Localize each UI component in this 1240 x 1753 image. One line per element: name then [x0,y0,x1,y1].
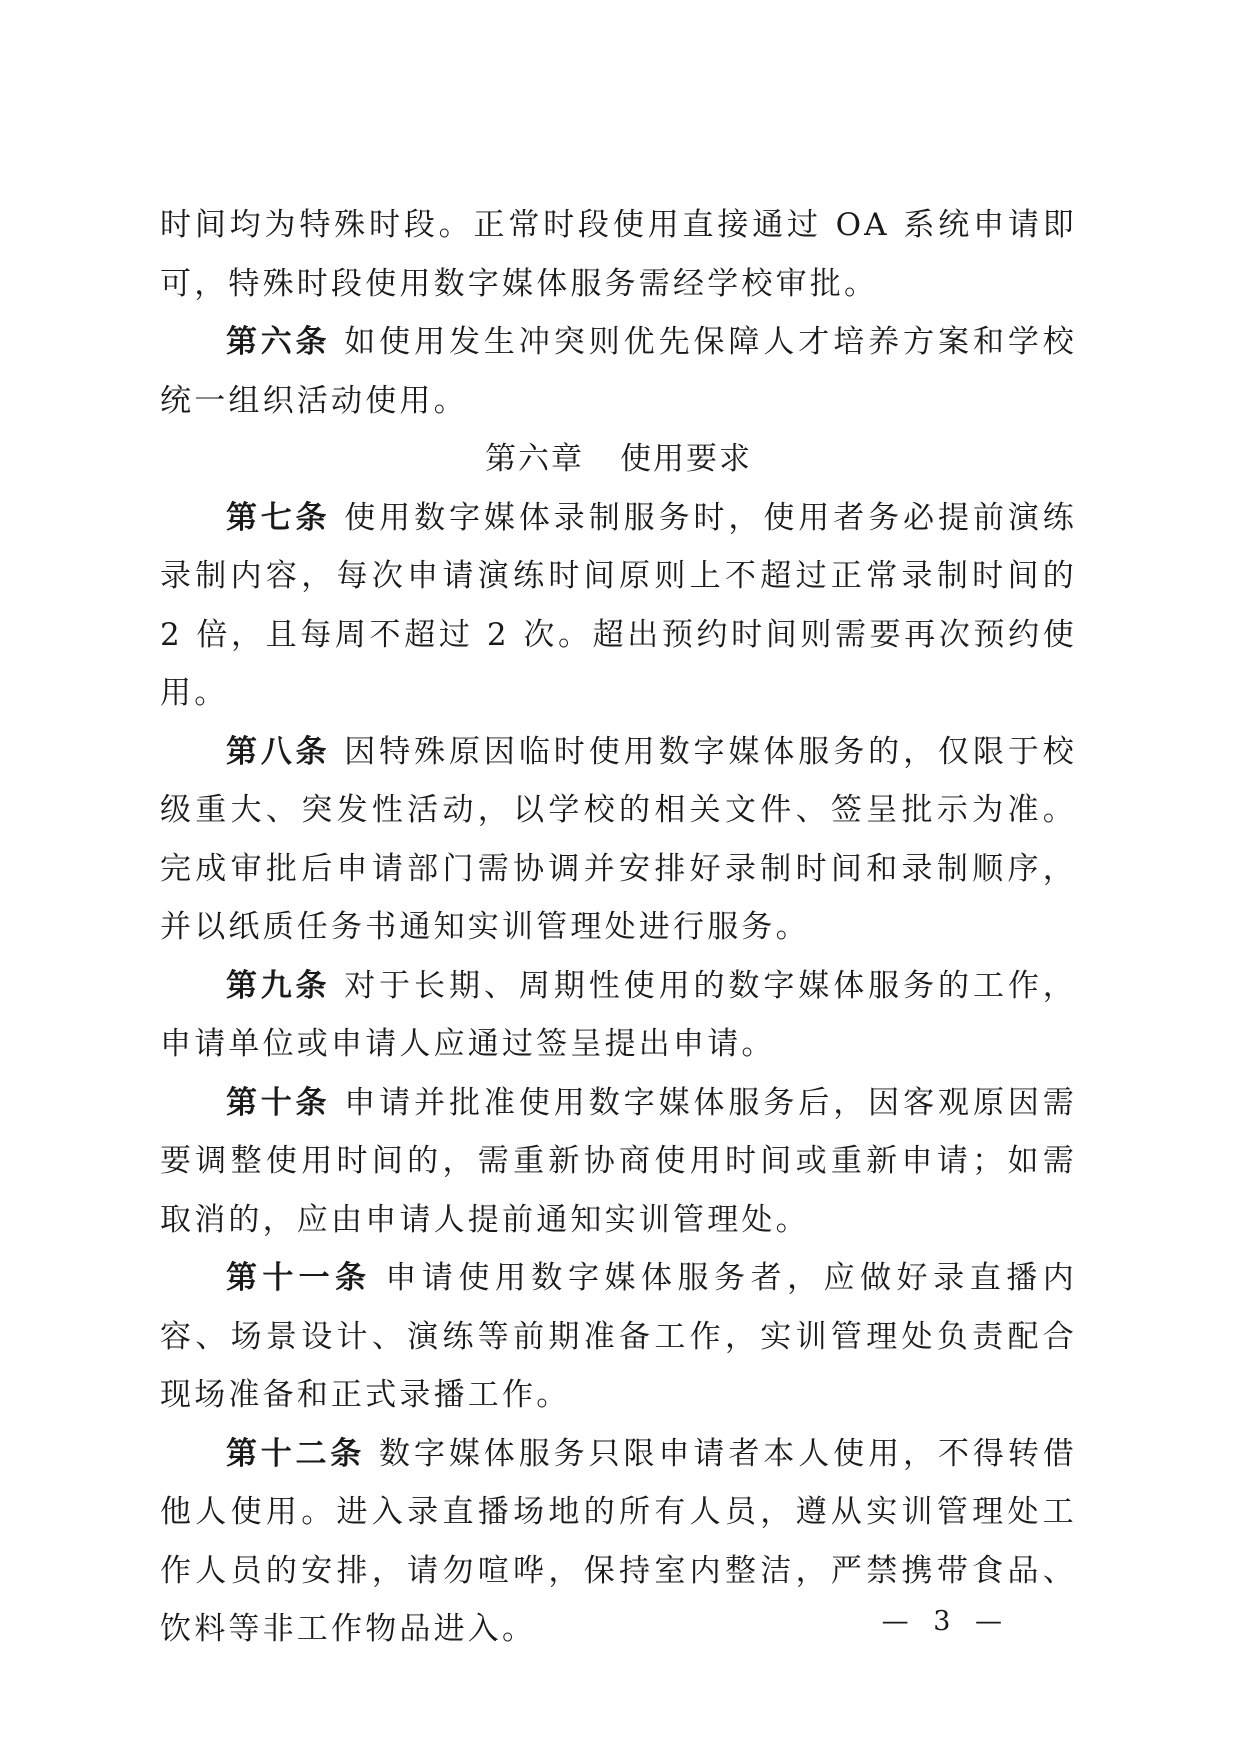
chapter-number: 第六章 [485,441,584,477]
article-text: 申请使用数字媒体服务者，应做好录直播内容、场景设计、演练等前期准备工作，实训管理处负责配合现场准备和正式录播工作。 [160,1260,1077,1413]
article-text: 数字媒体服务只限申请者本人使用，不得转借他人使用。进入录直播场地的所有人员，遵从实训管理处工作人员的安排，请勿喧哗，保持室内整洁，严禁携带食品、饮料等非工作物品进入。 [160,1435,1078,1647]
document-body [160,196,1077,1659]
article-label: 第十条 [226,1084,331,1121]
article-label: 第十二条 [226,1435,365,1472]
article-text: 使用数字媒体录制服务时，使用者务必提前演练录制内容，每次申请演练时间原则上不超过正常录制时间的 2 倍，且每周不超过 2 次。超出预约时间则需要再次预约使用。 [160,499,1078,711]
article-text: 因特殊原因临时使用数字媒体服务的，仅限于校级重大、突发性活动，以学校的相关文件、签呈批示为准。完成审批后申请部门需协调并安排好录制时间和录制顺序，并以纸质任务书通知实训管理处进行服务。 [160,733,1078,945]
lead-paragraph: 时间均为特殊时段。正常时段使用直接通过 OA 系统申请即可，特殊时段使用数字媒体服务需经学校审批。 [160,207,1077,302]
article-8 [160,723,1077,957]
article-label: 第六条 [226,324,331,360]
article-text: 如使用发生冲突则优先保障人才培养方案和学校统一组织活动使用。 [160,324,1078,419]
article-text: 对于长期、周期性使用的数字媒体服务的工作，申请单位或申请人应通过签呈提出申请。 [160,967,1078,1062]
article-10 [160,1074,1077,1250]
article-label: 第十一条 [226,1260,372,1296]
article-9 [160,957,1077,1074]
article-11 [160,1249,1077,1425]
article-text: 申请并批准使用数字媒体服务后，因客观原因需要调整使用时间的，需重新协商使用时间或重新申请；如需取消的，应由申请人提前通知实训管理处。 [160,1084,1078,1238]
article-label: 第八条 [226,733,331,770]
chapter-title: 使用要求 [620,441,752,477]
article-label: 第七条 [226,499,331,536]
page-number: — 3 — [881,1606,1010,1637]
chapter-heading [160,430,1077,489]
document-page [160,0,1077,1753]
article-7 [160,489,1077,723]
article-label: 第九条 [226,967,331,1004]
article-6 [160,313,1077,430]
